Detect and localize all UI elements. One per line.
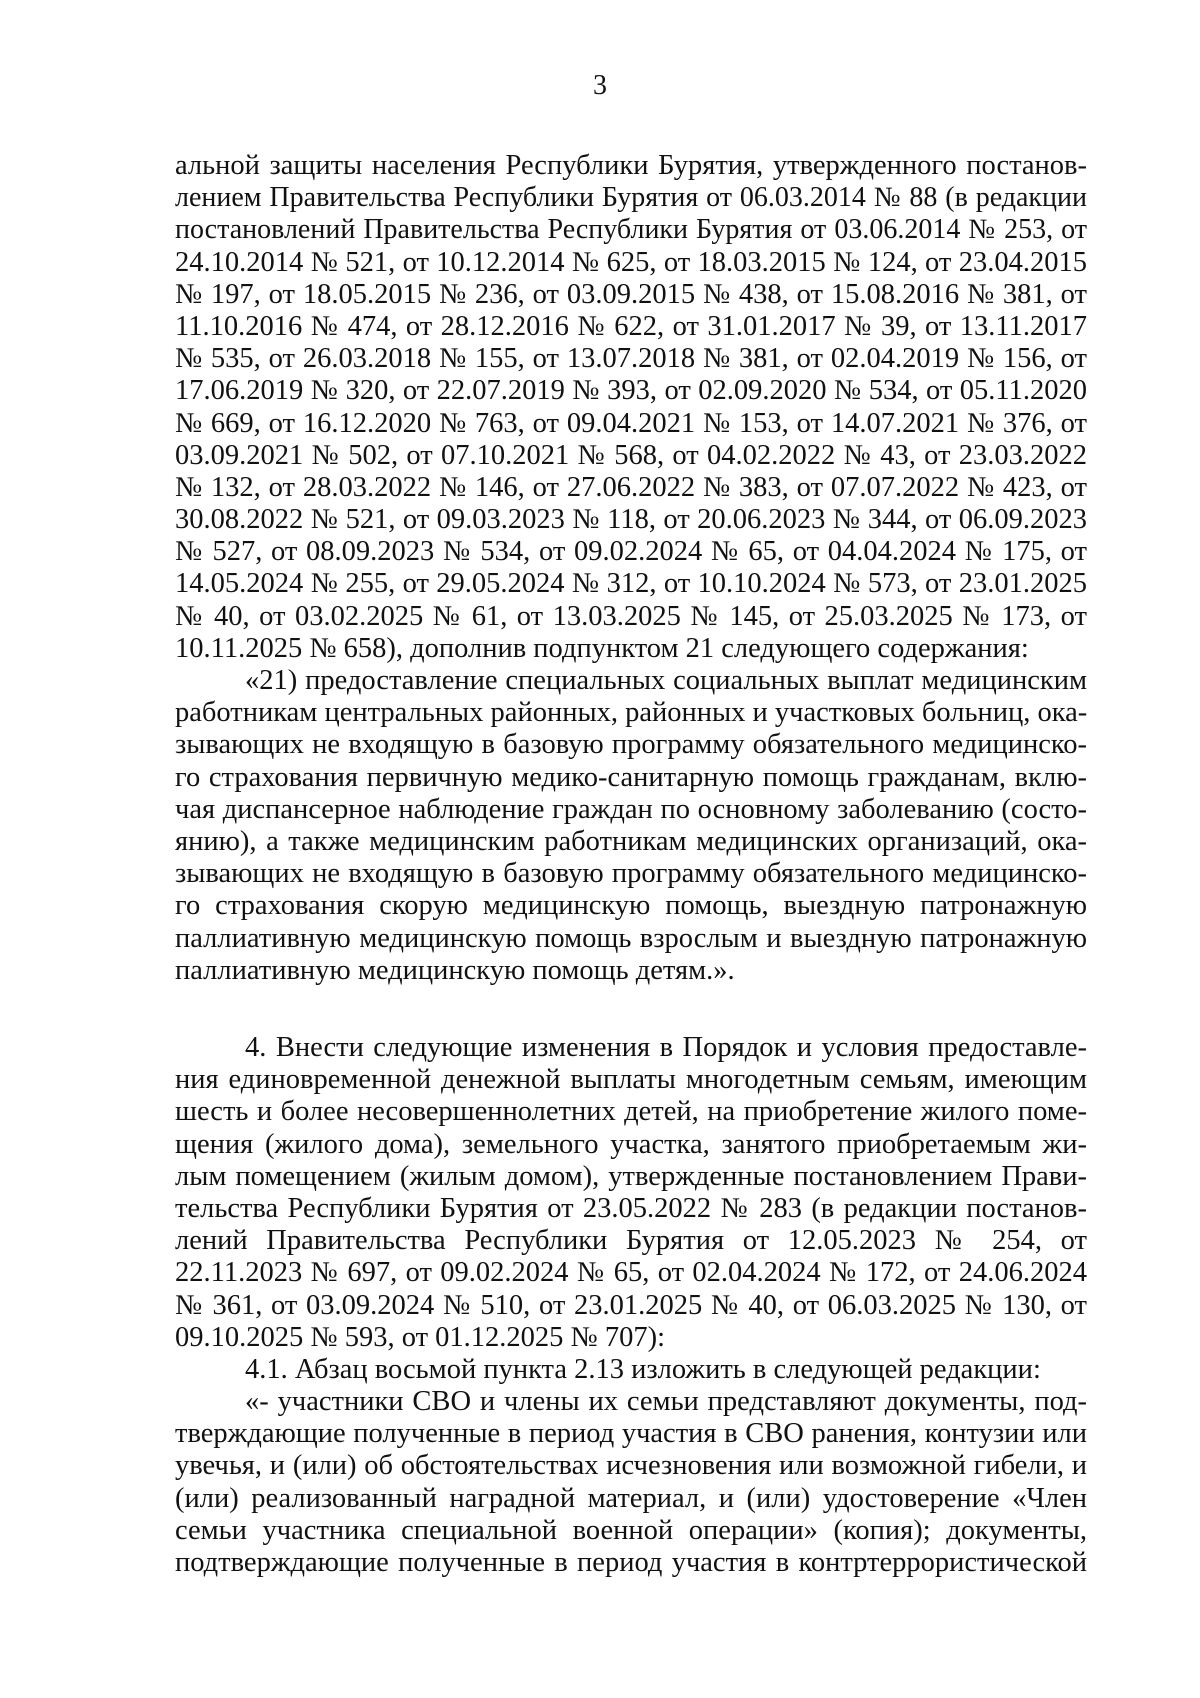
text-line: шесть и более несовершеннолетних детей, на приобретение жилого поме-: [175, 1096, 1087, 1128]
text-line: тельства Республики Бурятия от 23.05.2022 № 283 (в редакции постанов-: [175, 1192, 1087, 1224]
text-line: го страхования первичную медико-санитарную помощь гражданам, вклю-: [175, 761, 1087, 793]
text-line: чая диспансерное наблюдение граждан по основному заболеванию (состо-: [175, 793, 1087, 825]
text-line: увечья, и (или) об обстоятельствах исчезновения или возможной гибели, и: [175, 1450, 1087, 1482]
text-line: № 197, от 18.05.2015 № 236, от 03.09.2015 № 438, от 15.08.2016 № 381, от: [175, 278, 1087, 310]
text-line: № 132, от 28.03.2022 № 146, от 27.06.2022 № 383, от 07.07.2022 № 423, от: [175, 471, 1087, 503]
text-line: № 535, от 26.03.2018 № 155, от 13.07.2018 № 381, от 02.04.2019 № 156, от: [175, 343, 1087, 375]
text-line: зывающих не входящую в базовую программу обязательного медицинско-: [175, 858, 1087, 890]
text-line: «21) предоставление специальных социальных выплат медицинским: [245, 665, 1087, 696]
text-line: 09.10.2025 № 593, от 01.12.2025 № 707):: [175, 1321, 665, 1353]
section-4-paragraph-block: [175, 1032, 1087, 1579]
text-line: янию), а также медицинским работникам медицинских организаций, ока-: [175, 825, 1087, 857]
text-line: лением Правительства Республики Бурятия от 06.03.2014 № 88 (в редакции: [175, 182, 1087, 214]
text-line: постановлений Правительства Республики Бурятия от 03.06.2014 № 253, от: [175, 214, 1087, 246]
text-line: альной защиты населения Республики Бурятия, утвержденного постанов-: [175, 150, 1087, 181]
text-line: 4. Внести следующие изменения в Порядок и условия предоставле-: [245, 1032, 1087, 1063]
text-line: паллиативную медицинскую помощь взрослым и выездную патронажную: [175, 922, 1087, 954]
text-line: 30.08.2022 № 521, от 09.03.2023 № 118, от 20.06.2023 № 344, от 06.09.2023: [175, 504, 1087, 536]
text-line: паллиативную медицинскую помощь детям.».: [175, 954, 735, 986]
text-line: 17.06.2019 № 320, от 22.07.2019 № 393, от 02.09.2020 № 534, от 05.11.2020: [175, 375, 1087, 407]
text-line: № 527, от 08.09.2023 № 534, от 09.02.2024 № 65, от 04.04.2024 № 175, от: [175, 536, 1087, 568]
text-line: (или) реализованный наградной материал, и (или) удостоверение «Член: [175, 1482, 1087, 1514]
text-line: 24.10.2014 № 521, от 10.12.2014 № 625, от 18.03.2015 № 124, от 23.04.2015: [175, 246, 1087, 278]
text-line: 03.09.2021 № 502, от 07.10.2021 № 568, от 04.02.2022 № 43, от 23.03.2022: [175, 439, 1087, 471]
text-line: работникам центральных районных, районных и участковых больниц, ока-: [175, 697, 1088, 729]
text-line: подтверждающие полученные в период участия в контртеррористической: [175, 1547, 1087, 1578]
page-number: 3: [593, 70, 607, 101]
text-line: го страхования скорую медицинскую помощь, выездную патронажную: [175, 890, 1087, 922]
text-line: «- участники СВО и члены их семьи представляют документы, под-: [245, 1386, 1087, 1418]
text-line: ния единовременной денежной выплаты многодетным семьям, имеющим: [175, 1064, 1087, 1096]
text-line: № 361, от 03.09.2024 № 510, от 23.01.2025 № 40, от 06.03.2025 № 130, от: [175, 1289, 1087, 1321]
text-line: семьи участника специальной военной операции» (копия); документы,: [175, 1514, 1087, 1546]
text-line: 10.11.2025 № 658), дополнив подпунктом 21 следующего содержания:: [175, 632, 1029, 664]
text-line: лений Правительства Республики Бурятия от 12.05.2023 № 254, от: [175, 1225, 1087, 1257]
text-line: 22.11.2023 № 697, от 09.02.2024 № 65, от 02.04.2024 № 172, от 24.06.2024: [175, 1257, 1087, 1289]
text-line: № 40, от 03.02.2025 № 61, от 13.03.2025 № 145, от 25.03.2025 № 173, от: [175, 600, 1087, 632]
text-line: зывающих не входящую в базовую программу обязательного медицинско-: [175, 729, 1087, 761]
text-line: 14.05.2024 № 255, от 29.05.2024 № 312, от 10.10.2024 № 573, от 23.01.2025: [175, 568, 1087, 600]
text-line: тверждающие полученные в период участия в СВО ранения, контузии или: [175, 1418, 1087, 1450]
text-line: 4.1. Абзац восьмой пункта 2.13 изложить в следующей редакции:: [245, 1353, 1041, 1385]
text-line: № 669, от 16.12.2020 № 763, от 09.04.2021 № 153, от 14.07.2021 № 376, от: [175, 407, 1087, 439]
text-line: 11.10.2016 № 474, от 28.12.2016 № 622, от 31.01.2017 № 39, от 13.11.2017: [175, 310, 1087, 342]
amendment-paragraph-block: [175, 150, 1087, 987]
text-line: щения (жилого дома), земельного участка, занятого приобретаемым жи-: [175, 1128, 1087, 1160]
text-line: лым помещением (жилым домом), утвержденные постановлением Прави-: [175, 1160, 1087, 1192]
